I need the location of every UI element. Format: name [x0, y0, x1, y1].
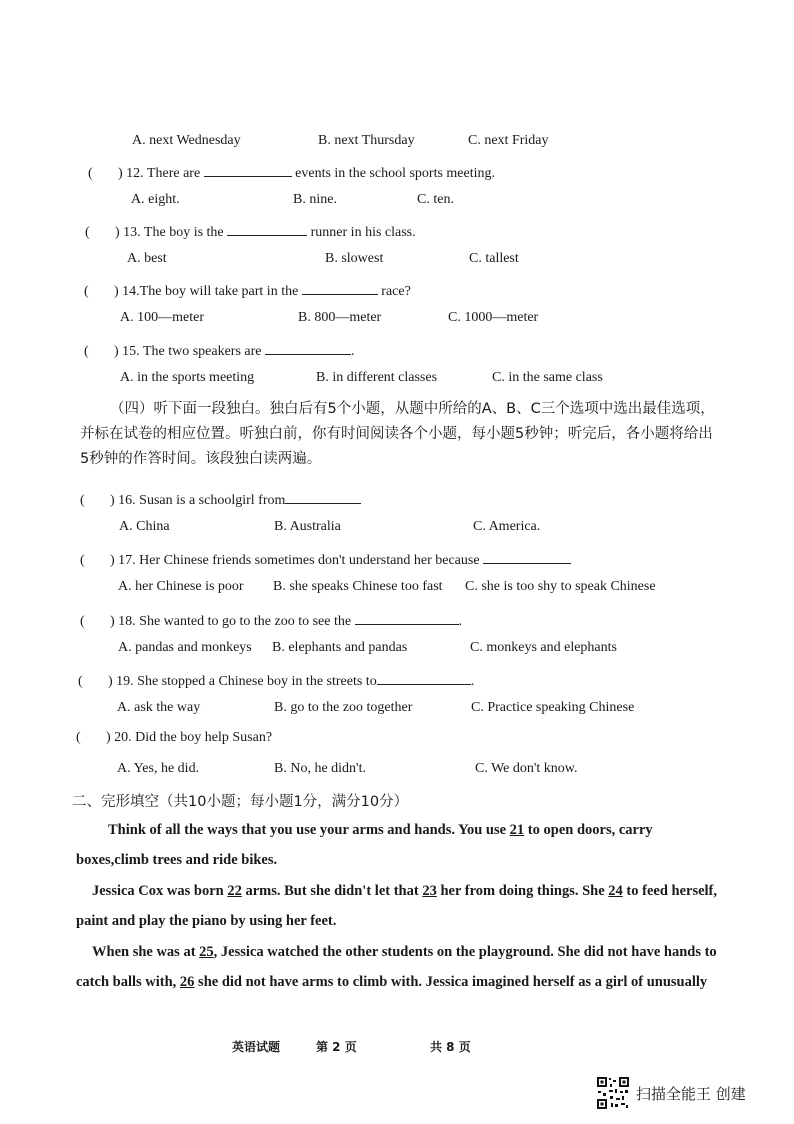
answer-bracket-17[interactable]: (: [80, 553, 85, 568]
question-text-after: runner in his class.: [310, 225, 416, 240]
question-text: The boy is the: [143, 225, 224, 240]
blank-25[interactable]: 25: [199, 944, 214, 960]
answer-bracket-13[interactable]: (: [85, 225, 90, 240]
footer-total: 共 8 页: [430, 1040, 471, 1054]
fill-blank[interactable]: [204, 162, 292, 177]
section-4-instructions: （四）听下面一段独白。独白后有5个小题，从题中所给的A、B、C三个选项中选出最佳选项，并标在试卷的相应位置。听独白前，你有时间阅读各个小题，每小题5秒钟；听完后，各小题将给出5秒钟的作答时间。该段独白读两遍。: [80, 401, 715, 467]
option-c: C. 1000—meter: [448, 310, 539, 325]
question-number: 12.: [126, 166, 144, 181]
question-20: ( ) 20. Did the boy help Susan?: [76, 730, 273, 745]
question-text: There are: [146, 166, 201, 181]
answer-bracket-20[interactable]: (: [76, 730, 81, 745]
footer-page: 第 2 页: [316, 1040, 357, 1054]
question-text-after: .: [350, 344, 355, 359]
question-17: ( ) 17. Her Chinese friends sometimes don't understand her because: [80, 549, 571, 569]
question-text-after: race?: [381, 284, 411, 299]
option-b: B. elephants and pandas: [272, 640, 408, 655]
question-text: The two speakers are: [142, 344, 262, 359]
question-15: ( ) 15. The two speakers are .: [84, 340, 354, 360]
question-text: Her Chinese friends sometimes don't understand her because: [139, 553, 480, 568]
option-c: C. tallest: [469, 251, 519, 266]
question-number: 15.: [122, 344, 140, 359]
question-text: Did the boy help Susan?: [135, 730, 273, 745]
question-number: 19.: [116, 674, 134, 689]
scanner-brand-label: 扫描全能王 创建: [636, 1085, 746, 1103]
fill-blank[interactable]: [377, 670, 471, 685]
option-a: A. best: [127, 251, 167, 266]
question-16: ( ) 16. Susan is a schoolgirl from: [80, 489, 361, 509]
question-text: The boy will take part in the: [139, 284, 299, 299]
q11-option-c: C. next Friday: [468, 133, 549, 148]
option-a: A. eight.: [131, 192, 180, 207]
fill-blank[interactable]: [285, 489, 361, 504]
question-number: 16.: [118, 493, 136, 508]
question-number: 13.: [123, 225, 141, 240]
option-c: C. ten.: [417, 192, 454, 207]
option-c: C. she is too shy to speak Chinese: [465, 579, 656, 594]
question-text-after: events in the school sports meeting.: [295, 166, 496, 181]
blank-23[interactable]: 23: [422, 883, 437, 899]
fill-blank[interactable]: [302, 280, 378, 295]
option-a: A. China: [119, 519, 170, 534]
question-19: ( ) 19. She stopped a Chinese boy in the streets to .: [78, 670, 474, 690]
blank-24[interactable]: 24: [608, 883, 623, 899]
fill-blank[interactable]: [355, 610, 459, 625]
option-a: A. Yes, he did.: [117, 761, 200, 776]
blank-21[interactable]: 21: [509, 822, 525, 838]
fill-blank[interactable]: [227, 221, 307, 236]
blank-22[interactable]: 22: [227, 883, 242, 899]
qr-code-icon: [596, 1076, 630, 1110]
q11-option-b: B. next Thursday: [318, 133, 415, 148]
option-b: B. slowest: [325, 251, 384, 266]
answer-bracket-16[interactable]: (: [80, 493, 85, 508]
blank-26[interactable]: 26: [179, 974, 195, 990]
option-b: B. in different classes: [316, 370, 438, 385]
question-12: ( ) 12. There are events in the school sports meeting.: [88, 162, 495, 182]
option-c: C. in the same class: [492, 370, 603, 385]
option-a: A. her Chinese is poor: [118, 579, 244, 594]
cloze-paragraph-1: Think of all the ways that you use your arms and hands. You use 21 to open doors, carry boxes,climb trees and ride bikes.: [76, 822, 653, 868]
question-text: She wanted to go to the zoo to see the: [139, 614, 352, 629]
question-text-after: .: [458, 614, 463, 629]
option-a: A. ask the way: [117, 700, 201, 715]
question-text: Susan is a schoolgirl from: [139, 493, 286, 508]
option-a: A. in the sports meeting: [120, 370, 255, 385]
footer-subject: 英语试题: [232, 1040, 281, 1054]
option-b: B. nine.: [293, 192, 337, 207]
option-c: C. Practice speaking Chinese: [471, 700, 635, 715]
option-c: C. We don't know.: [475, 761, 578, 776]
option-c: C. monkeys and elephants: [470, 640, 617, 655]
answer-bracket-14[interactable]: (: [84, 284, 89, 299]
fill-blank[interactable]: [483, 549, 571, 564]
question-text: She stopped a Chinese boy in the streets to: [137, 674, 377, 689]
option-b: B. go to the zoo together: [274, 700, 413, 715]
answer-bracket-19[interactable]: (: [78, 674, 83, 689]
option-c: C. America.: [473, 519, 541, 534]
option-b: B. she speaks Chinese too fast: [273, 579, 443, 594]
question-14: ( ) 14.The boy will take part in the race?: [84, 280, 411, 300]
question-number: 20.: [114, 730, 132, 745]
option-b: B. No, he didn't.: [274, 761, 366, 776]
question-18: ( ) 18. She wanted to go to the zoo to see the .: [80, 610, 462, 630]
option-b: B. 800—meter: [298, 310, 382, 325]
cloze-paragraph-3: When she was at 25, Jessica watched the other students on the playground. She did not have hands to catch balls with, 26 she did not have arms to climb with. Jessica imagined herself as a girl of unusually: [76, 944, 717, 990]
answer-bracket-15[interactable]: (: [84, 344, 89, 359]
question-13: ( ) 13. The boy is the runner in his class.: [85, 221, 416, 241]
question-number: 17.: [118, 553, 136, 568]
fill-blank[interactable]: [265, 340, 351, 355]
question-number: 14.: [122, 284, 140, 299]
question-number: 18.: [118, 614, 136, 629]
option-b: B. Australia: [274, 519, 341, 534]
option-a: A. 100—meter: [120, 310, 204, 325]
question-text-after: .: [470, 674, 475, 689]
answer-bracket-12[interactable]: (: [88, 166, 93, 181]
cloze-section-title: 二、完形填空（共10小题；每小题1分，满分10分）: [72, 794, 409, 810]
cloze-paragraph-2: Jessica Cox was born 22 arms. But she didn't let that 23 her from doing things. She 24 to feed herself, paint and play the piano by using her feet.: [76, 883, 718, 929]
option-a: A. pandas and monkeys: [118, 640, 252, 655]
answer-bracket-18[interactable]: (: [80, 614, 85, 629]
q11-option-a: A. next Wednesday: [132, 133, 241, 148]
